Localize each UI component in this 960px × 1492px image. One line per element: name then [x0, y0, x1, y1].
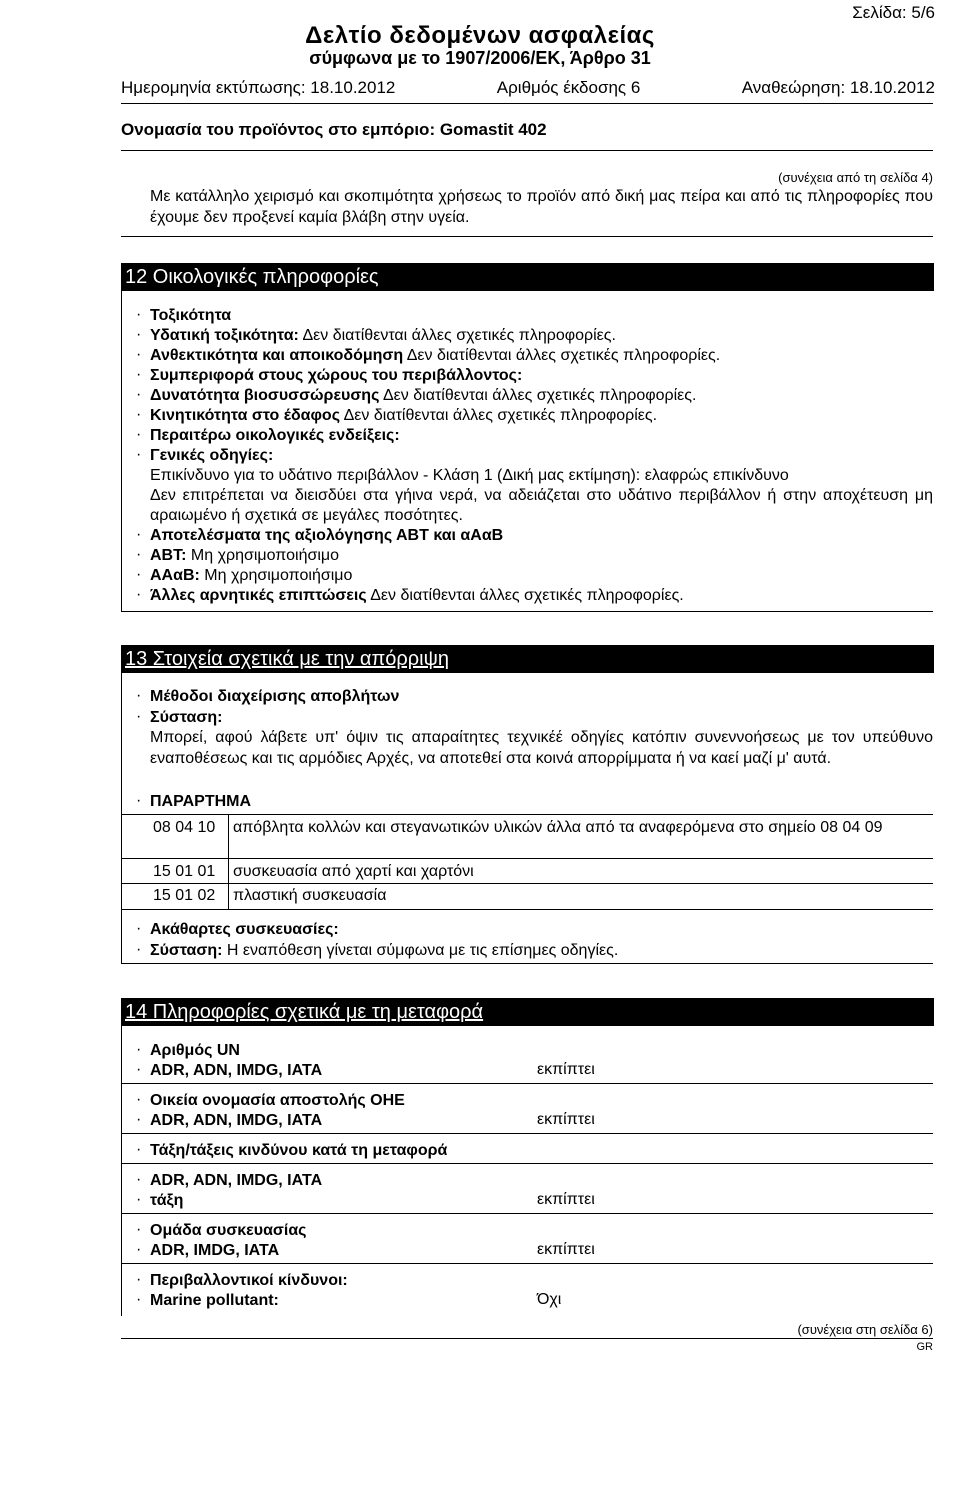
page-number: Σελίδα: 5/6	[852, 3, 935, 22]
section-14-header	[121, 998, 934, 1026]
recommendation-label: Σύσταση:	[150, 709, 223, 726]
environmental-hazards-label: Περιβαλλοντικοί κίνδυνοι:	[150, 1272, 348, 1289]
footer-divider	[121, 1338, 933, 1339]
toxicity-label: Τοξικότητα	[150, 307, 232, 324]
section-12-title: 12 Οικολογικές πληροφορίες	[125, 266, 379, 288]
class-label: τάξη	[150, 1192, 184, 1209]
general-notes-line-2: Δεν επιτρέπεται να διεισδύει στα γήινα νερά, να αδειάζεται στο υδάτινο περιβάλλον ή στην αποχέτευση μη αραιωμένο ή σχετικά σε μεγάλες ποσότητες.	[150, 487, 933, 524]
section-13-border	[121, 673, 122, 963]
waste-description: πλαστική συσκευασία	[233, 887, 387, 904]
document-page: Σελίδα: 5/6 Δελτίο δεδομένων ασφαλείας σύμφωνα με το 1907/2006/ΕΚ, Άρθρο 31 Ημερομηνία εκτύπωσης: 18.10.2012 Αριθμός έκδοσης 6 Αναθεώρηση: 18.10.2012 Ονομασία του προϊόντος στο εμπόριο: Gomastit 402 (συνέχεια από τη σελίδα 4) Με κατάλληλο χειρισμό και σκοπιμότητα χρήσεως το προϊόν από δική μας πείρα και από τις πληροφορίες που έχουμε δεν προξενεί καμία βλάβη στην υγεία. 12 Οικολογικές πληροφορίες · Τοξικότητα · Υδατική τοξικότητα: Δεν διατίθενται άλλες σχετικές πληροφορίες. · Ανθεκτικότητα και αποικοδόμηση Δεν διατίθενται άλλες σχετικές πληροφορίες. · Συμπεριφορά στους χώρους του περιβάλλοντος: · Δυνατότητα βιοσυσσώρευσης Δεν διατίθενται άλλες σχετικές πληροφορίες. · Κινητικότητα στο έδαφος Δεν διατίθενται άλλες σχετικές πληροφορίες. · Περαιτέρω οικολογικές ενδείξεις: · Γενικές οδηγίες: Επικίνδυνο για το υδάτινο περιβάλλον - Κλάση 1 (Δική μας εκτίμηση): ελαφρώς επικίνδυνο Δεν επιτρέπεται να διεισδύει στα γήινα νερά, να αδειάζεται στο υδάτινο περιβάλλον ή στην αποχέτευση μη αραιωμένο ή σχετικά σε μεγάλες ποσότητες. · Αποτελέσματα της αξιολόγησης ΑΒΤ και αΑαΒ · ΑΒΤ: Μη χρησιμοποιήσιμο · ΑΑαΒ: Μη χρησιμοποιήσιμο · Άλλες αρνητικές επιπτώσεις Δεν διατίθενται άλλες σχετικές πληροφορίες. 13 Στοιχεία σχετικά με την απόρριψη · Μέθοδοι διαχείρισης αποβλήτων · Σύσταση: Μπορεί, αφού λάβετε υπ' όψιν τις απαραίτητες τεχνικέέ οδηγίες κατόπιν συνεννοήσεως με τον υπεύθυνο εναποθέσεως και τις αρμόδιες Αρχές, να αποτεθεί στα κοινά απορρίμματα ή να καεί μαζί μ' αυτά. · ΠΑΡΑΡΤΗΜΑ 08 04 10 απόβλητα κολλών και στεγανωτικών υλικών άλλα από τα αναφερόμενα στο σημείο 08 04 09 15 01 01 συσκευασία από χαρτί και χαρτόνι 15 01 02 πλαστική συσκευασία · Ακάθαρτες συσκευασίες: · Σύσταση: Η εναπόθεση γίνεται σύμφωνα με τις επίσημες οδηγίες. 14 Πληροφορίες σχετικά με τη μεταφορά · Αριθμός UN · ADR, ADN, IMDG, IATA εκπίπτει · Οικεία ονομασία αποστολής ΟΗΕ · ADR, ADN, IMDG, IATA εκπίπτει · Τάξη/τάξεις κινδύνου κατά τη μεταφορά · ADR, ADN, IMDG, IATA · τάξη εκπίπτει · Ομάδα συσκευασίας · ADR, IMDG, IATA εκπίπτει · Περιβαλλοντικοί κίνδυνοι: · Marine pollutant: Όχι (συνέχεια στη σελίδα 6) GR	[0, 0, 960, 1492]
document-meta	[121, 78, 935, 98]
annex-column-divider	[228, 814, 229, 909]
continued-on: (συνέχεια στη σελίδα 6)	[797, 1322, 933, 1337]
annex-label: ΠΑΡΑΡΤΗΜΑ	[150, 793, 252, 810]
transport-modes: ADR, ADN, IMDG, IATA	[150, 1172, 323, 1189]
vpvb-value: ΑΑαΒ: Μη χρησιμοποιήσιμο	[150, 567, 353, 584]
general-notes-line-1: Επικίνδυνο για το υδάτινο περιβάλλον - Κλάση 1 (Δική μας εκτίμηση): ελαφρώς επικίνδυνο	[150, 467, 789, 484]
document-title: Δελτίο δεδομένων ασφαλείας	[305, 22, 655, 49]
packing-group-label: Ομάδα συσκευασίας	[150, 1222, 307, 1239]
pbt-value: ΑΒΤ: Μη χρησιμοποιήσιμο	[150, 547, 340, 564]
section-13-bottom	[121, 963, 933, 964]
section-13-title: 13 Στοιχεία σχετικά με την απόρριψη	[125, 648, 449, 670]
waste-description: απόβλητα κολλών και στεγανωτικών υλικών άλλα από τα αναφερόμενα στο σημείο 08 04 09	[233, 819, 883, 836]
shipping-name-value: εκπίπτει	[537, 1111, 595, 1128]
version-number: Αριθμός έκδοσης 6	[496, 78, 641, 97]
country-code: GR	[916, 1341, 933, 1353]
revision-date: Αναθεώρηση: 18.10.2012	[741, 78, 935, 97]
annex-divider	[121, 814, 933, 815]
section-12-bottom	[121, 611, 933, 612]
section-14-title: 14 Πληροφορίες σχετικά με τη μεταφορά	[125, 1001, 484, 1023]
waste-code: 15 01 02	[153, 887, 216, 904]
section-12-header	[121, 263, 934, 291]
transport-divider	[121, 1133, 933, 1134]
waste-methods-label: Μέθοδοι διαχείρισης αποβλήτων	[150, 688, 400, 705]
packing-group-value: εκπίπτει	[537, 1241, 595, 1258]
table-row-divider	[121, 883, 933, 884]
product-name: Ονομασία του προϊόντος στο εμπόριο: Gomastit 402	[121, 120, 547, 139]
pbt-assessment-label: Αποτελέσματα της αξιολόγησης ΑΒΤ και αΑαΒ	[150, 527, 504, 544]
persistence: Ανθεκτικότητα και αποικοδόμηση Δεν διατίθενται άλλες σχετικές πληροφορίες.	[150, 347, 721, 364]
un-number-label: Αριθμός UN	[150, 1042, 240, 1059]
section-12-border	[121, 291, 122, 611]
class-value: εκπίπτει	[537, 1191, 595, 1208]
transport-modes: ADR, IMDG, IATA	[150, 1242, 280, 1259]
intro-divider	[121, 236, 933, 237]
continued-from: (συνέχεια από τη σελίδα 4)	[778, 170, 933, 185]
general-notes-label: Γενικές οδηγίες:	[150, 447, 274, 464]
behaviour-label: Συμπεριφορά στους χώρους του περιβάλλοντος:	[150, 367, 523, 384]
uncleaned-packaging-label: Ακάθαρτες συσκευασίες:	[150, 921, 339, 938]
other-effects: Άλλες αρνητικές επιπτώσεις Δεν διατίθενται άλλες σχετικές πληροφορίες.	[150, 587, 684, 604]
marine-pollutant-label: Marine pollutant:	[150, 1292, 279, 1309]
marine-pollutant-value: Όχι	[537, 1291, 562, 1308]
waste-code: 08 04 10	[153, 819, 216, 836]
recommendation-text: Μπορεί, αφού λάβετε υπ' όψιν τις απαραίτητες τεχνικέέ οδηγίες κατόπιν συνεννοήσεως με τον υπεύθυνο εναποθέσεως και τις αρμόδιες Αρχές, να αποτεθεί στα κοινά απορρίμματα ή να καεί μαζί μ' αυτά.	[150, 729, 933, 767]
shipping-name-label: Οικεία ονομασία αποστολής ΟΗΕ	[150, 1092, 405, 1109]
hazard-classes-label: Τάξη/τάξεις κινδύνου κατά τη μεταφορά	[150, 1142, 448, 1159]
packaging-recommendation: Σύσταση: Η εναπόθεση γίνεται σύμφωνα με τις επίσημες οδηγίες.	[150, 942, 619, 959]
section-14-border	[121, 1026, 122, 1316]
waste-code: 15 01 01	[153, 863, 216, 880]
un-number-value: εκπίπτει	[537, 1061, 595, 1078]
print-date: Ημερομηνία εκτύπωσης: 18.10.2012	[121, 78, 396, 97]
transport-divider	[121, 1263, 933, 1264]
document-subtitle: σύμφωνα με το 1907/2006/ΕΚ, Άρθρο 31	[309, 48, 651, 68]
further-ecological-label: Περαιτέρω οικολογικές ενδείξεις:	[150, 427, 400, 444]
transport-divider	[121, 1163, 933, 1164]
table-row-divider	[121, 858, 933, 859]
transport-divider	[121, 1083, 933, 1084]
aquatic-toxicity: Υδατική τοξικότητα: Δεν διατίθενται άλλες σχετικές πληροφορίες.	[150, 327, 616, 344]
soil-mobility: Κινητικότητα στο έδαφος Δεν διατίθενται άλλες σχετικές πληροφορίες.	[150, 407, 658, 424]
bioaccumulation: Δυνατότητα βιοσυσσώρευσης Δεν διατίθενται άλλες σχετικές πληροφορίες.	[150, 387, 697, 404]
intro-text: Με κατάλληλο χειρισμό και σκοπιμότητα χρήσεως το προϊόν από δική μας πείρα και από τις πληροφορίες που έχουμε δεν προξενεί καμία βλάβη στην υγεία.	[150, 188, 933, 226]
header-divider	[121, 103, 933, 104]
transport-modes: ADR, ADN, IMDG, IATA	[150, 1062, 323, 1079]
annex-table-bottom	[121, 909, 933, 910]
transport-modes: ADR, ADN, IMDG, IATA	[150, 1112, 323, 1129]
transport-divider	[121, 1213, 933, 1214]
product-divider	[121, 150, 933, 151]
waste-description: συσκευασία από χαρτί και χαρτόνι	[233, 863, 474, 880]
section-13-header	[121, 645, 934, 673]
